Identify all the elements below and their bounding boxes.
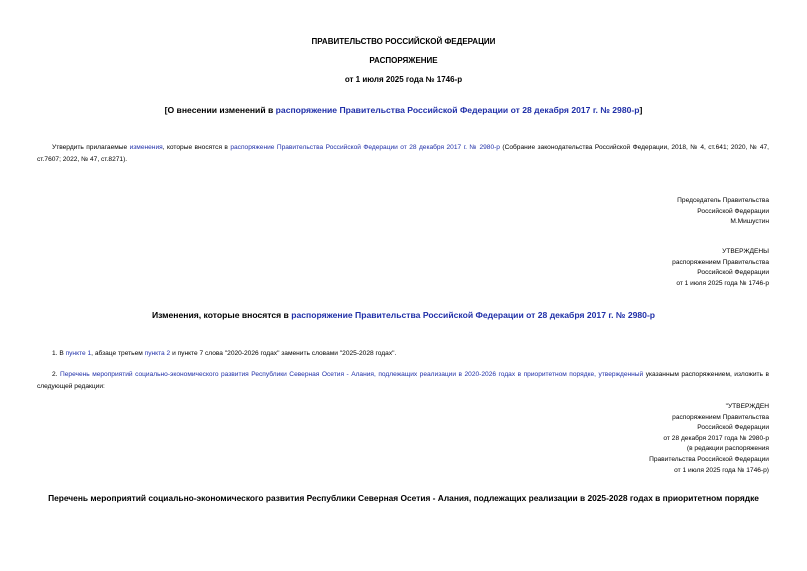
- changes-title-prefix: Изменения, которые вносятся в: [151, 310, 292, 320]
- title-order-link[interactable]: распоряжение Правительства Российской Федерации от 28 декабря 2017 г. № 2980-р: [275, 105, 640, 115]
- item-1-text-3: и пункте 7 слова "2020-2026 годах" заменить словами "2025-2028 годах".: [170, 350, 397, 357]
- title-prefix: О внесении изменений в: [167, 105, 276, 115]
- approved-2-heading: "УТВЕРЖДЕН: [725, 403, 769, 410]
- intro-paragraph: [37, 142, 769, 165]
- signature-country: Российской Федерации: [697, 207, 769, 215]
- changes-title: [0, 310, 807, 320]
- item-1-text-1: 1. В: [52, 350, 66, 357]
- approved-block-2: [649, 402, 769, 476]
- approved-line-3: Российской Федерации: [697, 269, 769, 277]
- government-heading: ПРАВИТЕЛЬСТВО РОССИЙСКОЙ ФЕДЕРАЦИИ: [311, 37, 496, 46]
- approved-2-line-2: распоряжением Правительства: [672, 413, 769, 421]
- point-1-link[interactable]: пункте 1: [65, 350, 92, 357]
- signature-block: [677, 196, 769, 228]
- list-of-measures-link[interactable]: Перечень мероприятий социально-экономического развития Республики Северная Осетия - Алания, подлежащих реализации в 2020-2026 годах в приоритетном порядке, утвержденный: [60, 371, 644, 378]
- item-2-text-1: 2.: [52, 371, 60, 378]
- item-1-paragraph: [37, 348, 769, 360]
- document-type: РАСПОРЯЖЕНИЕ: [369, 56, 438, 65]
- intro-order-link[interactable]: распоряжение Правительства Российской Федерации от 28 декабря 2017 г. № 2980-р: [230, 144, 500, 151]
- approved-line-2: распоряжением Правительства: [672, 258, 769, 266]
- approved-2-line-4: от 28 декабря 2017 года № 2980-р: [663, 434, 769, 442]
- approved-block: [672, 247, 769, 289]
- item-2-paragraph: [37, 369, 769, 392]
- measures-list-title: Перечень мероприятий социально-экономического развития Республики Северная Осетия - Алания, подлежащих реализации в 2025-2028 годах в приоритетном порядке: [48, 493, 759, 503]
- intro-text-2: , которые вносятся в: [162, 144, 231, 151]
- approved-line-4: от 1 июля 2025 года № 1746-р: [676, 279, 769, 287]
- approved-2-line-5: (в редакции распоряжения: [686, 445, 769, 453]
- item-1-text-2: , абзаце третьем: [91, 350, 145, 357]
- document-date-number: от 1 июля 2025 года № 1746-р: [344, 75, 463, 84]
- approved-2-line-7: от 1 июля 2025 года № 1746-р): [674, 466, 769, 474]
- item-2-text-2: указанным распоряжением, изложить в следующей редакции:: [37, 371, 769, 390]
- signature-position: Председатель Правительства: [677, 197, 769, 204]
- approved-heading: УТВЕРЖДЕНЫ: [722, 248, 769, 255]
- title-open-bracket: [: [164, 105, 168, 115]
- changes-title-order-link[interactable]: распоряжение Правительства Российской Федерации от 28 декабря 2017 г. № 2980-р: [291, 310, 656, 320]
- approved-2-line-3: Российской Федерации: [697, 424, 769, 432]
- document-title: [0, 105, 807, 115]
- signature-name: М.Мишустин: [730, 218, 769, 226]
- changes-link[interactable]: изменения: [129, 144, 163, 151]
- intro-text-1: Утвердить прилагаемые: [52, 144, 130, 151]
- intro-text-3: (Собрание законодательства Российской Федерации, 2018, № 4, ст.641; 2020, № 47, ст.7607; 2022, № 47, ст.8271).: [37, 144, 769, 163]
- point-2-link[interactable]: пункта 2: [144, 350, 171, 357]
- title-close-bracket: ]: [639, 105, 643, 115]
- approved-2-line-6: Правительства Российской Федерации: [649, 455, 769, 463]
